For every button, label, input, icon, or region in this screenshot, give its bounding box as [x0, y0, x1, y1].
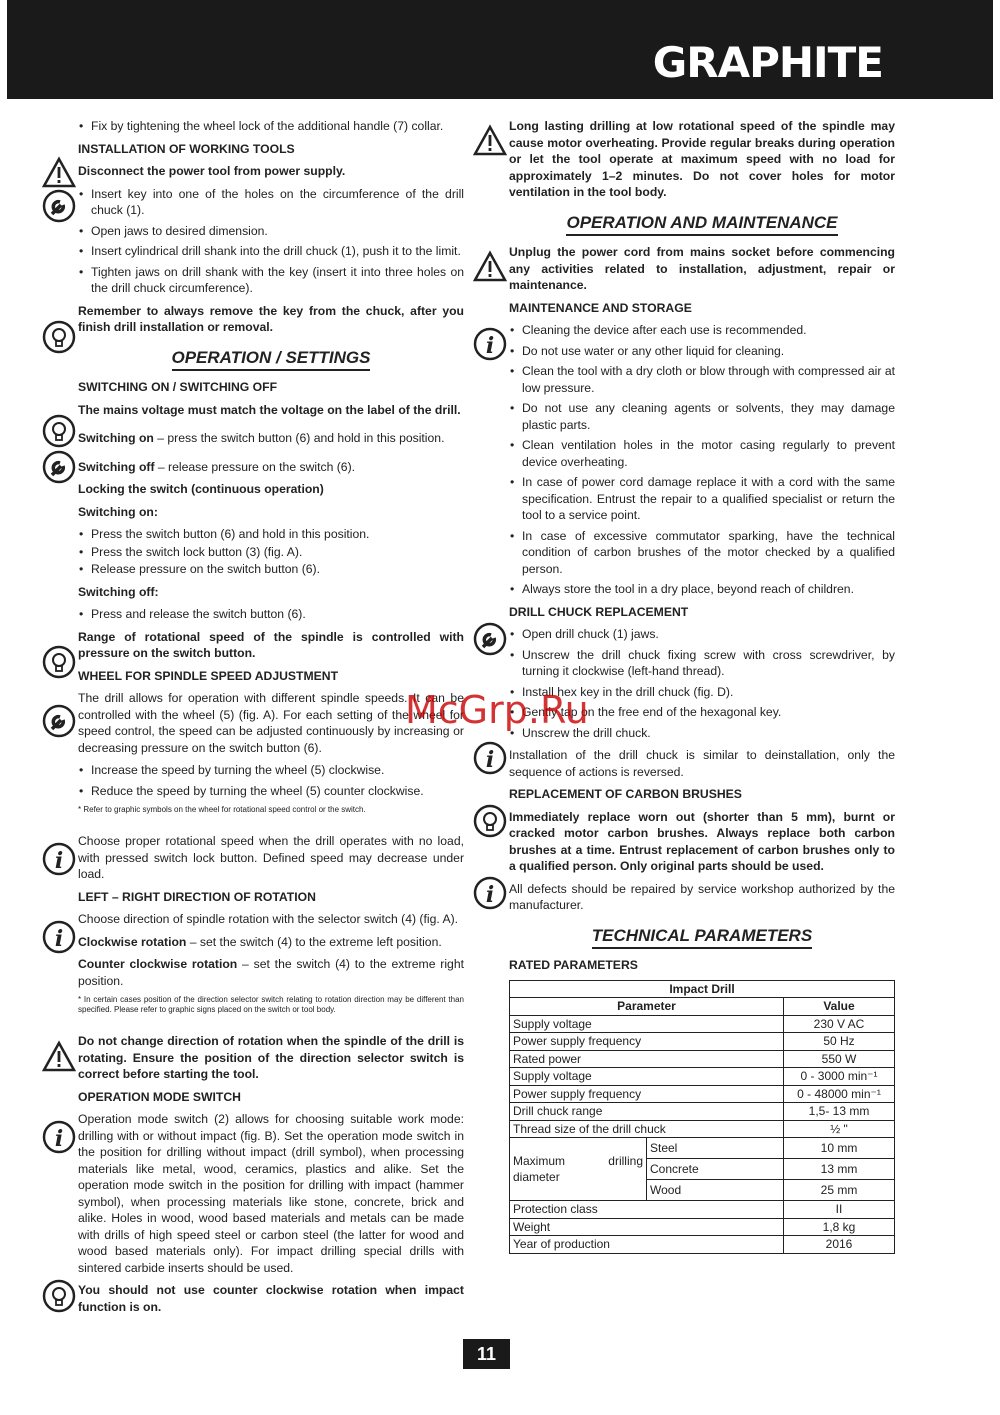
- section-title-technical: TECHNICAL PARAMETERS: [509, 928, 895, 946]
- list-item: • Press the switch button (6) and hold in this position.: [78, 526, 464, 543]
- heading-storage: MAINTENANCE AND STORAGE: [509, 300, 692, 315]
- heading-mode: OPERATION MODE SWITCH: [78, 1089, 241, 1104]
- right-column: [509, 118, 895, 1254]
- table-row: Supply voltage 230 V AC: [510, 1015, 895, 1033]
- heading-installation: INSTALLATION OF WORKING TOOLS: [78, 141, 295, 156]
- info-text: Installation of the drill chuck is similar to deinstallation, only the sequence of actions is reversed.: [509, 748, 895, 779]
- list-item: • Do not use water or any other liquid for cleaning.: [509, 343, 895, 360]
- list-item: • Clean the tool with a dry cloth or blow through with compressed air at low pressure.: [509, 363, 895, 396]
- list-item: • In case of excessive commutator sparking, have the technical condition of carbon brushes of the motor checked by a qualified person.: [509, 528, 895, 578]
- lightbulb-icon: [42, 1279, 76, 1313]
- table-row: Power supply frequency 0 - 48000 min⁻¹: [510, 1085, 895, 1103]
- list-item: • Clean ventilation holes in the motor casing regularly to prevent device overheating.: [509, 437, 895, 470]
- table-row: Rated power 550 W: [510, 1050, 895, 1068]
- table-row: Maximum drilling diameter Steel 10 mm: [510, 1138, 895, 1159]
- list-item: • Unscrew the drill chuck.: [509, 725, 895, 742]
- warning-text: Disconnect the power tool from power supply.: [78, 164, 346, 178]
- list-item: • Reduce the speed by turning the wheel (5) counter clockwise.: [78, 783, 464, 800]
- table-row: Drill chuck range 1,5- 13 mm: [510, 1103, 895, 1121]
- wheel-paragraph: The drill allows for operation with different spindle speeds. It can be controlled with the wheel (5) (fig. A). For each setting of the wheel for speed control, the speed can be adjusted continuously by increasing or decreasing pressure on the switch button (6).: [78, 691, 464, 755]
- svg-text:i: i: [54, 848, 64, 874]
- info-icon: [473, 741, 507, 775]
- list-item: • Unscrew the drill chuck fixing screw with cross screwdriver, by turning it clockwise (left-hand thread).: [509, 647, 895, 680]
- section-title-operation: OPERATION / SETTINGS: [78, 350, 464, 368]
- table-row: Supply voltage 0 - 3000 min⁻¹: [510, 1068, 895, 1086]
- lightbulb-icon: [473, 804, 507, 838]
- clockwise-text: Clockwise rotation – set the switch (4) to the extreme left position.: [78, 934, 442, 949]
- list-item: • Release pressure on the switch button (6).: [78, 561, 464, 578]
- svg-text:i: i: [485, 882, 495, 908]
- counter-clockwise-text: Counter clockwise rotation – set the switch (4) to the extreme right position.: [78, 957, 464, 988]
- warning-text: Do not change direction of rotation when the spindle of the drill is rotating. Ensure the position of the direction selector switch is correct before starting the tool.: [78, 1034, 464, 1081]
- page-header: [7, 0, 993, 99]
- heading-chuck: DRILL CHUCK REPLACEMENT: [509, 604, 689, 619]
- table-header: Parameter: [510, 998, 784, 1016]
- info-text: All defects should be repaired by service workshop authorized by the manufacturer.: [509, 881, 895, 912]
- heading-switching-on: Switching on:: [78, 504, 158, 519]
- heading-direction: LEFT – RIGHT DIRECTION OF ROTATION: [78, 889, 316, 904]
- list-item: • Fix by tightening the wheel lock of the additional handle (7) collar.: [78, 118, 464, 135]
- warning-icon: [473, 124, 507, 158]
- section-title-maintenance: OPERATION AND MAINTENANCE: [509, 215, 895, 233]
- brand-logo: GRAPHITE: [652, 38, 883, 87]
- info-icon: [473, 327, 507, 361]
- direction-paragraph: Choose direction of spindle rotation with the selector switch (4) (fig. A).: [78, 912, 459, 926]
- watermark: McGrp.Ru: [405, 688, 589, 732]
- table-header: Value: [784, 998, 895, 1016]
- tip-text: You should not use counter clockwise rotation when impact function is on.: [78, 1283, 464, 1314]
- wrench-icon: [42, 704, 76, 738]
- svg-text:i: i: [54, 926, 64, 952]
- switching-on-text: Switching on – press the switch button (6) and hold in this position.: [78, 431, 445, 445]
- tip-text: Remember to always remove the key from the chuck, after you finish drill installation or removal.: [78, 303, 464, 334]
- table-title: Impact Drill: [510, 980, 895, 998]
- list-item: • Install hex key in the drill chuck (fig. D).: [509, 684, 895, 701]
- heading-locking: Locking the switch (continuous operation): [78, 482, 324, 496]
- lightbulb-icon: [42, 414, 76, 448]
- tip-text: Range of rotational speed of the spindle is controlled with pressure on the switch button.: [78, 629, 464, 660]
- list-item: • Press the switch lock button (3) (fig. A).: [78, 544, 464, 561]
- table-row: Power supply frequency 50 Hz: [510, 1033, 895, 1051]
- list-item: • Gently tap on the free end of the hexagonal key.: [509, 704, 895, 721]
- wrench-icon: [42, 450, 76, 484]
- info-icon: [42, 1120, 76, 1154]
- svg-text:i: i: [485, 333, 495, 359]
- heading-brushes: REPLACEMENT OF CARBON BRUSHES: [509, 787, 742, 801]
- list-item: • Cleaning the device after each use is recommended.: [509, 322, 895, 339]
- list-item: • Tighten jaws on drill shank with the key (insert it into three holes on the drill chuck circumference).: [78, 264, 464, 297]
- svg-text:i: i: [485, 747, 495, 773]
- parameters-table: [509, 980, 895, 1254]
- table-row: Year of production 2016: [510, 1236, 895, 1254]
- switching-off-text: Switching off – release pressure on the switch (6).: [78, 459, 356, 474]
- warning-text: Unplug the power cord from mains socket before commencing any activities related to installation, adjustment, repair or maintenance.: [509, 245, 895, 292]
- heading-switching-off: Switching off:: [78, 584, 159, 599]
- tip-text: The mains voltage must match the voltage on the label of the drill.: [78, 402, 461, 417]
- list-item: • Insert key into one of the holes on the circumference of the drill chuck (1).: [78, 186, 464, 219]
- table-row: Weight 1,8 kg: [510, 1218, 895, 1236]
- table-row: Concrete 13 mm: [510, 1159, 895, 1180]
- heading-wheel: WHEEL FOR SPINDLE SPEED ADJUSTMENT: [78, 668, 339, 683]
- heading-switching: SWITCHING ON / SWITCHING OFF: [78, 380, 278, 394]
- info-icon: [473, 876, 507, 910]
- info-icon: [42, 920, 76, 954]
- list-item: • Open drill chuck (1) jaws.: [509, 626, 895, 643]
- table-row: Thread size of the drill chuck ½ ": [510, 1120, 895, 1138]
- lightbulb-icon: [42, 320, 76, 354]
- wrench-icon: [473, 622, 507, 656]
- footnote: * Refer to graphic symbols on the wheel for rotational speed control or the switch.: [78, 805, 366, 814]
- tip-text: Immediately replace worn out (shorter than 5 mm), burnt or cracked motor carbon brushes. Always replace both carbon brushes at a time. Entrust replacement of carbon brushes only to a qualified person. Only original parts should be used.: [509, 809, 895, 873]
- list-item: • Press and release the switch button (6).: [78, 606, 464, 623]
- warning-text: Long lasting drilling at low rotational speed of the spindle may cause motor overheating. Provide regular breaks during operation or let the tool operate at maximum speed with no load for approximately 1–2 minutes. Do not cover holes for motor ventilation in the tool body.: [509, 119, 895, 199]
- warning-icon: [42, 156, 76, 190]
- info-icon: [42, 842, 76, 876]
- list-item: • Open jaws to desired dimension.: [78, 223, 464, 240]
- list-item: • In case of power cord damage replace it with a cord with the same specification. Entrust the repair to a qualified specialist or return the tool to a service point.: [509, 474, 895, 524]
- info-text: Choose proper rotational speed when the drill operates with no load, with pressed switch lock button. Defined speed may decrease under load.: [78, 834, 464, 881]
- heading-rated: RATED PARAMETERS: [509, 958, 638, 972]
- mode-paragraph: Operation mode switch (2) allows for choosing suitable work mode: drilling with or without impact (fig. B). Set the operation mode switch in the position for drilling without impact (drill symbol), when processing materials like metal, wood, ceramics, plastics and alike. Set the operation mode switch in the position for drilling with impact (hammer symbol), when processing materials like stone, concrete, brick and alike. Holes in wood, wood based materials and metals can be made with drills of high speed steel or carbon steel (the latter for wood and wood based materials only). For impact drilling special drills with sintered carbide inserts should be used.: [78, 1112, 464, 1275]
- list-item: • Do not use any cleaning agents or solvents, they may damage plastic parts.: [509, 400, 895, 433]
- wrench-icon: [42, 189, 76, 223]
- list-item: • Always store the tool in a dry place, beyond reach of children.: [509, 581, 895, 598]
- table-row: Protection class II: [510, 1201, 895, 1219]
- list-item: • Increase the speed by turning the wheel (5) clockwise.: [78, 762, 464, 779]
- list-item: • Insert cylindrical drill shank into the drill chuck (1), push it to the limit.: [78, 243, 464, 260]
- svg-text:i: i: [54, 1126, 64, 1152]
- lightbulb-icon: [42, 645, 76, 679]
- warning-icon: [473, 250, 507, 284]
- table-row: Wood 25 mm: [510, 1180, 895, 1201]
- footnote: * In certain cases position of the direction selector switch relating to rotation direction may be different than specified. Please refer to graphic signs placed on the switch or tool body.: [78, 995, 464, 1014]
- page-number: 11: [463, 1339, 510, 1369]
- warning-icon: [42, 1040, 76, 1074]
